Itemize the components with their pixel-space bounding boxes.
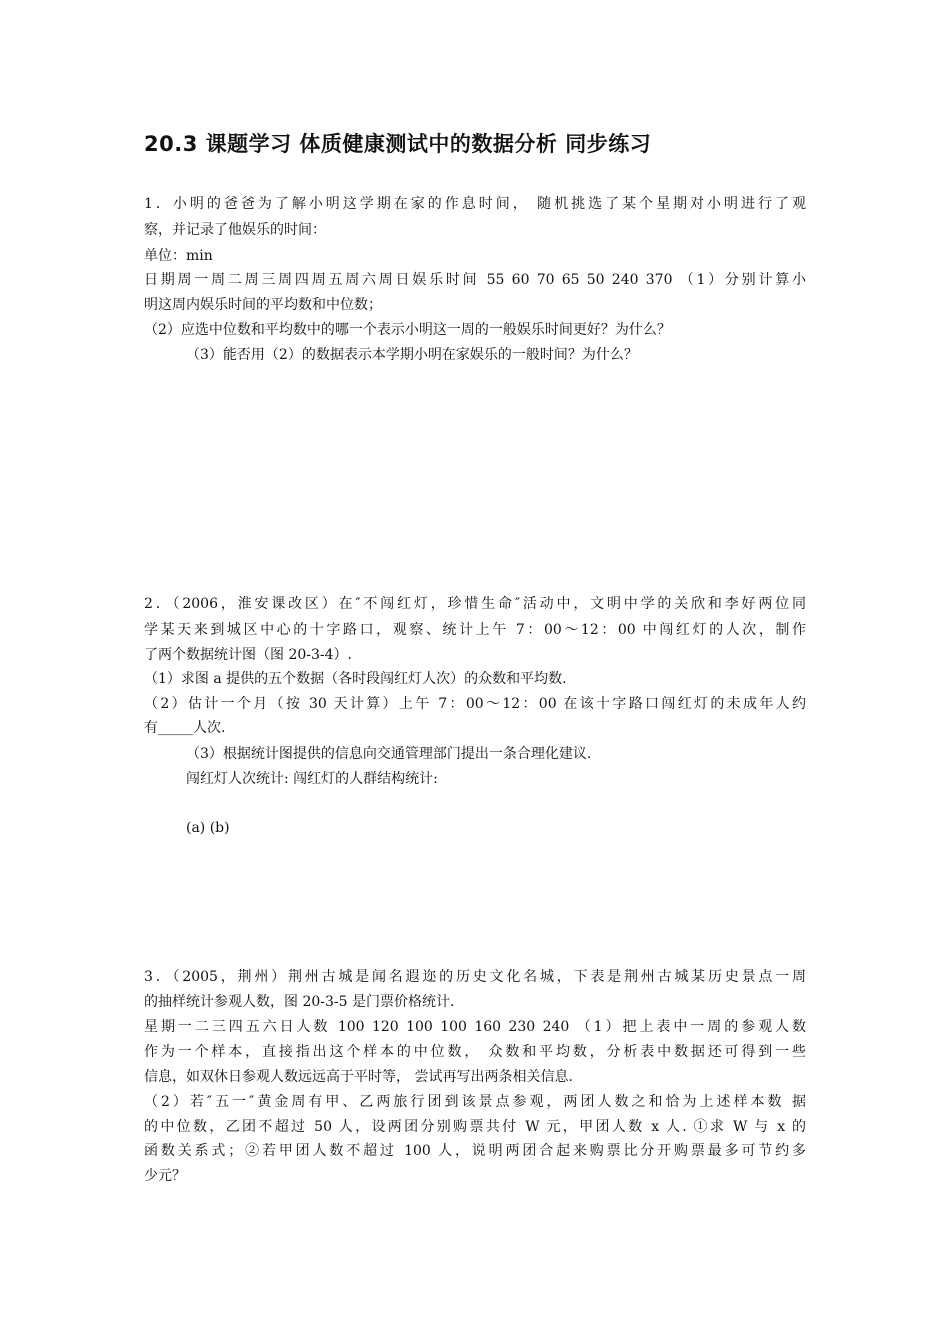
- q1-line-1: 1．小明的爸爸为了解小明这学期在家的作息时间， 随机挑选了某个星期对小明进行了观: [144, 196, 806, 212]
- q3-line-1: 3．（2005，荆州）荆州古城是闻名遐迩的历史文化名城，下表是荆州古城某历史景点一周: [144, 969, 806, 985]
- q3-line-4: 作为一个样本，直接指出这个样本的中位数， 众数和平均数，分析表中数据还可得到一些: [144, 1044, 806, 1060]
- q1-unit: 单位：min: [144, 248, 213, 264]
- q3-line-5: 信息，如双休日参观人数远远高于平时等， 尝试再写出两条相关信息.: [144, 1069, 573, 1085]
- q2-line-3: 了两个数据统计图（图 20-3-4）.: [144, 647, 352, 663]
- q2-chart-labels: (a) (b): [186, 820, 230, 836]
- q2-sub-question-1: （1）求图 a 提供的五个数据（各时段闯红灯人次）的众数和平均数.: [144, 671, 567, 687]
- q1-line-2: 察，并记录了他娱乐的时间：: [144, 222, 326, 238]
- q3-line-7: 的中位数，乙团不超过 50 人，设两团分别购票共付 W 元，甲团人数 x 人. ①求 W 与 x 的: [144, 1119, 806, 1135]
- q3-sub-question-2: （2）若″五一″黄金周有甲、乙两旅行团到该景点参观，两团人数之和恰为上述样本数 据: [144, 1094, 806, 1110]
- q3-line-8: 函数关系式；②若甲团人数不超过 100 人，说明两团合起来购票比分开购票最多可节约多: [144, 1143, 806, 1159]
- q1-data-line: 日期周一周二周三周四周五周六周日娱乐时间 55 60 70 65 50 240 370 （1）分别计算小: [144, 272, 806, 288]
- q2-sub-question-2-cont: 有_____人次.: [144, 720, 226, 736]
- q3-line-9: 少元？: [144, 1168, 186, 1184]
- q2-chart-captions: 闯红灯人次统计: 闯红灯的人群结构统计:: [186, 771, 438, 787]
- q3-line-2: 的抽样统计参观人数，图 20-3-5 是门票价格统计.: [144, 994, 455, 1010]
- page-title: 20.3 课题学习 体质健康测试中的数据分析 同步练习: [144, 132, 652, 156]
- q1-line-5: 明这周内娱乐时间的平均数和中位数；: [144, 297, 382, 313]
- q3-data-line: 星期一二三四五六日人数 100 120 100 100 160 230 240 （1）把上表中一周的参观人数: [144, 1019, 806, 1035]
- q1-sub-question-2: （2）应选中位数和平均数中的哪一个表示小明这一周的一般娱乐时间更好？为什么？: [144, 322, 671, 338]
- q2-sub-question-2: （2）估计一个月（按 30 天计算）上午 7：00～12：00 在该十字路口闯红灯的未成年人约: [144, 696, 806, 712]
- q2-line-2: 学某天来到城区中心的十字路口，观察、统计上午 7：00～12：00 中闯红灯的人次，制作: [144, 622, 806, 638]
- q2-sub-question-3: （3）根据统计图提供的信息向交通管理部门提出一条合理化建议.: [186, 746, 592, 762]
- q1-sub-question-3: （3）能否用（2）的数据表示本学期小明在家娱乐的一般时间？为什么？: [186, 347, 638, 363]
- q2-line-1: 2．（2006，淮安课改区）在″不闯红灯，珍惜生命″活动中，文明中学的关欣和李好两位同: [144, 596, 806, 612]
